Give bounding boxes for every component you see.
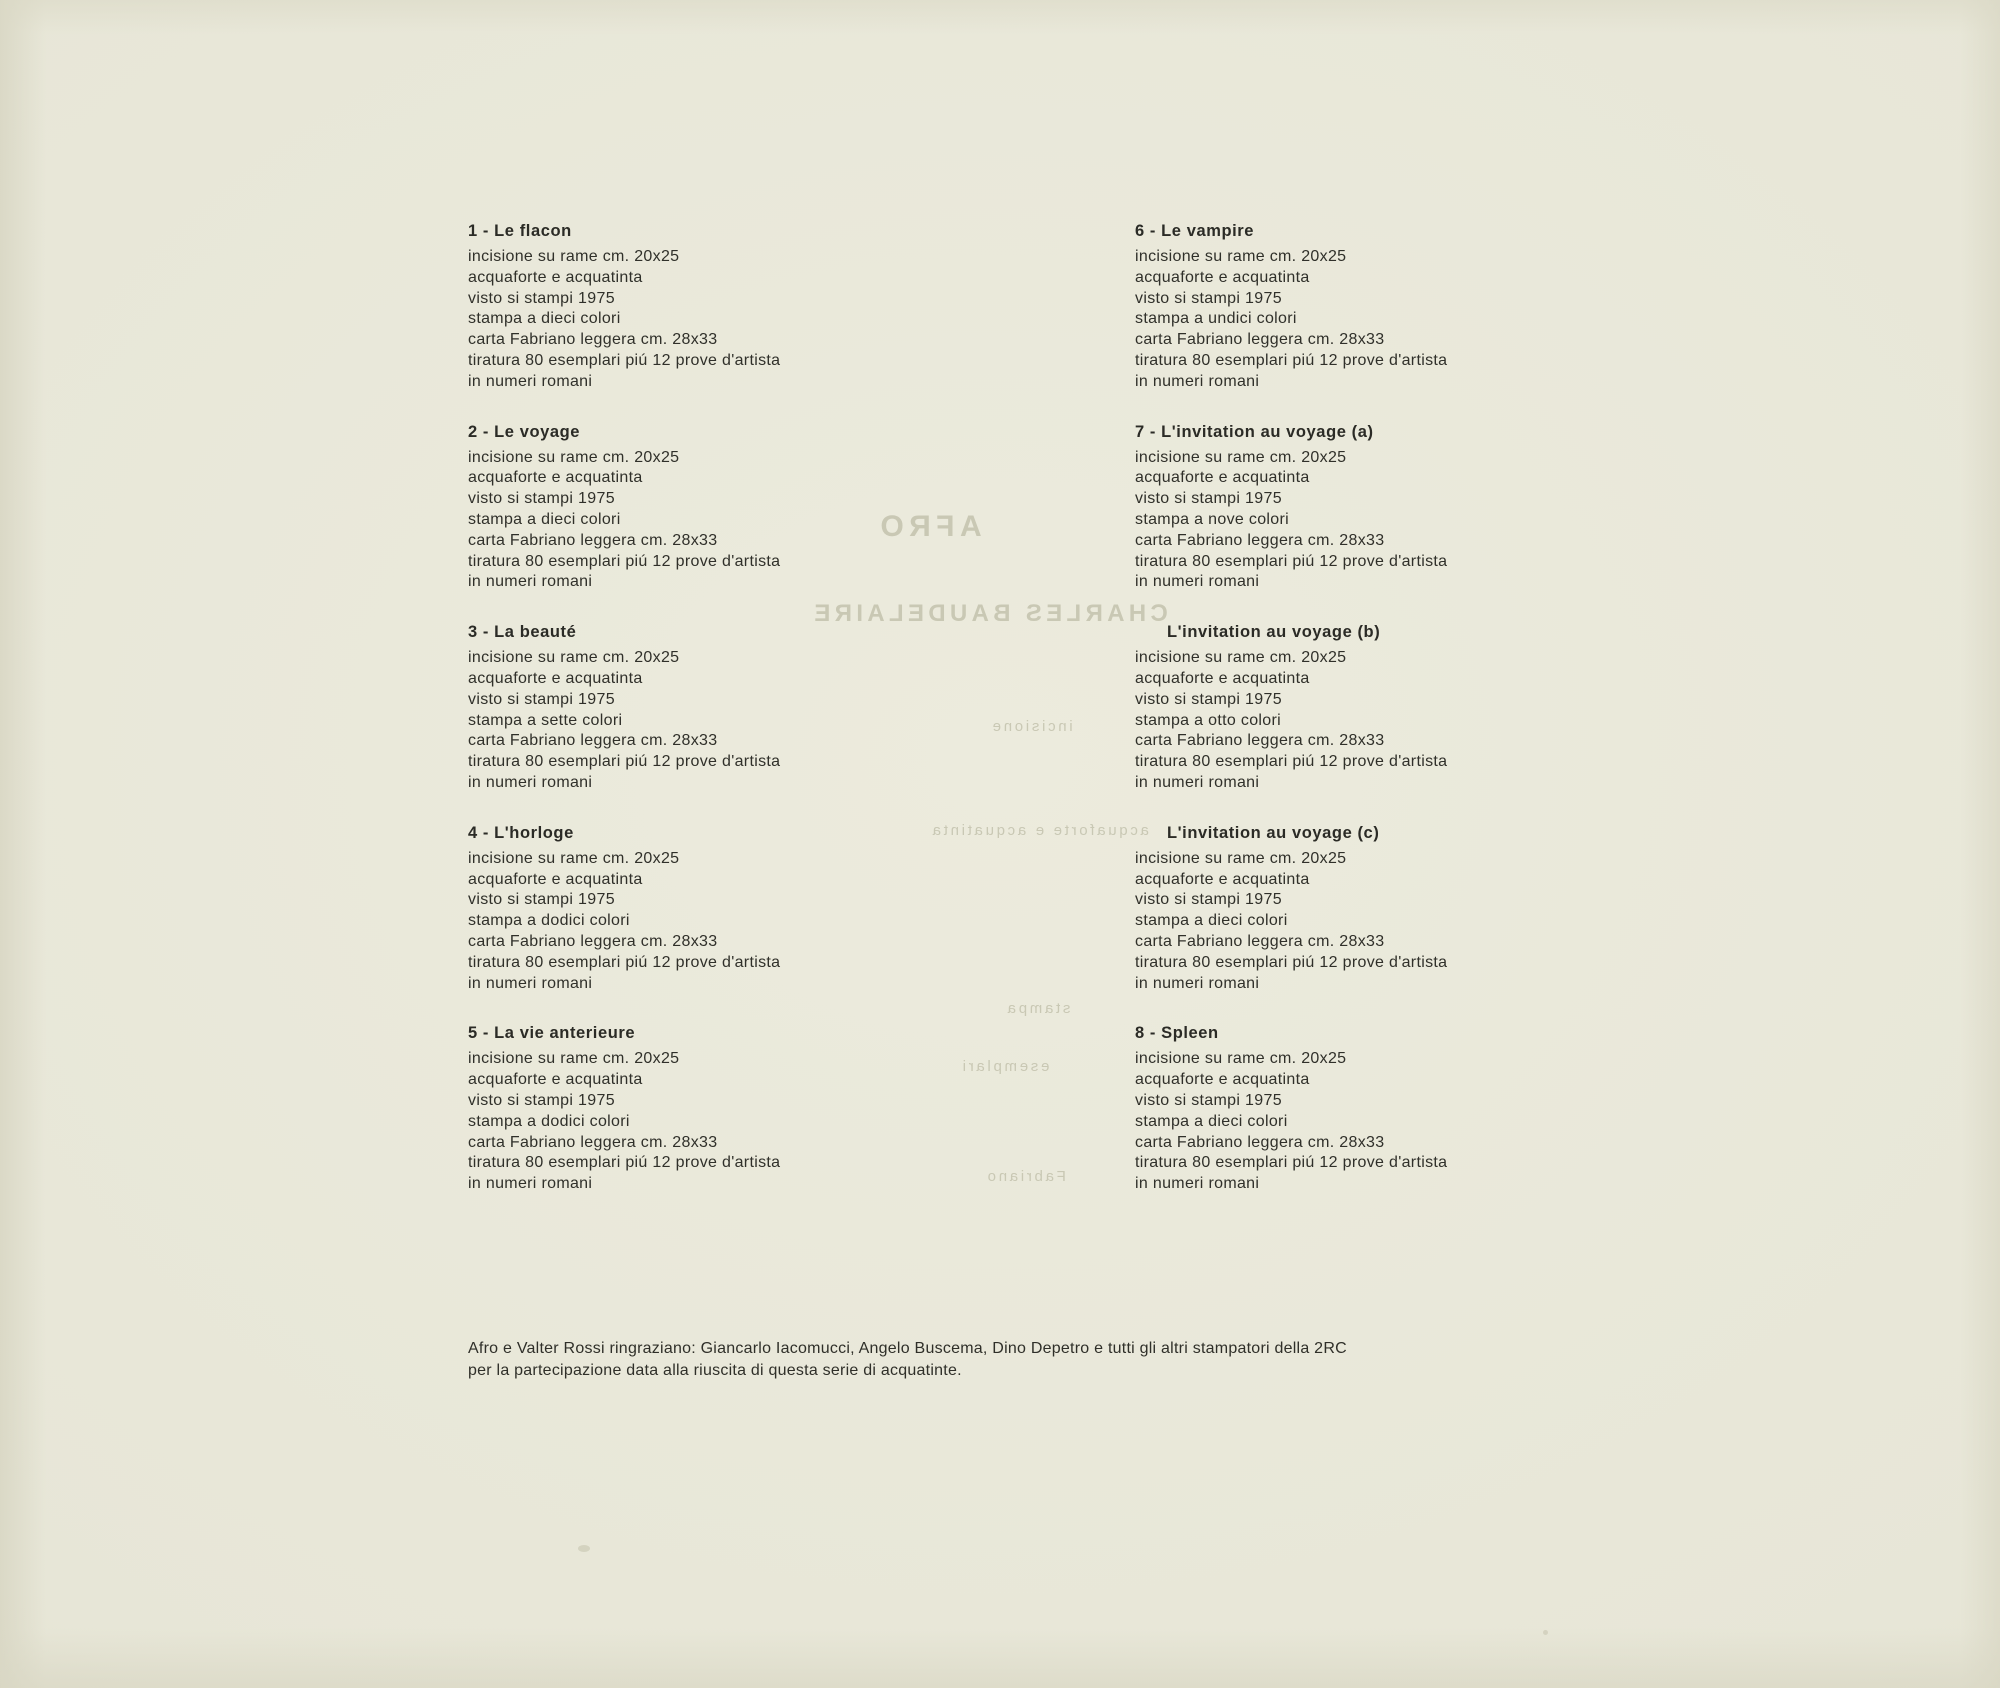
catalogue-entry-line: carta Fabriano leggera cm. 28x33 xyxy=(1135,932,1385,950)
catalogue-column-left xyxy=(468,222,888,1225)
catalogue-entry-line: tiratura 80 esemplari piú 12 prove d'artista xyxy=(1135,1154,1448,1172)
catalogue-entry-line: incisione su rame cm. 20x25 xyxy=(468,448,680,466)
catalogue-entry xyxy=(468,623,888,794)
catalogue-entry xyxy=(1135,1024,1555,1195)
catalogue-entry-line: incisione su rame cm. 20x25 xyxy=(468,1050,680,1068)
catalogue-entry-line: tiratura 80 esemplari piú 12 prove d'artista xyxy=(468,552,781,570)
catalogue-entry-line: acquaforte e acquatinta xyxy=(468,469,643,487)
catalogue-entry-line: in numeri romani xyxy=(468,573,593,591)
ghost-line-2: acquaforte e acquatinta xyxy=(930,822,1149,839)
catalogue-entry xyxy=(468,824,888,995)
catalogue-entry-line: stampa a dieci colori xyxy=(468,510,621,528)
catalogue-entry-title: 8 - Spleen xyxy=(1135,1024,1219,1043)
catalogue-entry-line: carta Fabriano leggera cm. 28x33 xyxy=(1135,531,1385,549)
catalogue-entry-line: visto si stampi 1975 xyxy=(468,490,615,508)
catalogue-entry-line: tiratura 80 esemplari piú 12 prove d'artista xyxy=(1135,351,1448,369)
catalogue-entry-line: incisione su rame cm. 20x25 xyxy=(1135,1050,1347,1068)
catalogue-entry-line: acquaforte e acquatinta xyxy=(468,870,643,888)
catalogue-entry-title: 4 - L'horloge xyxy=(468,823,574,842)
catalogue-entry-line: tiratura 80 esemplari piú 12 prove d'artista xyxy=(1135,552,1448,570)
catalogue-entry-line: in numeri romani xyxy=(1135,773,1260,791)
catalogue-entry-line: acquaforte e acquatinta xyxy=(1135,669,1310,687)
catalogue-entry-line: stampa a dieci colori xyxy=(1135,1112,1288,1130)
catalogue-entry-title: 6 - Le vampire xyxy=(1135,222,1255,240)
catalogue-entry xyxy=(468,222,888,393)
catalogue-entry-line: visto si stampi 1975 xyxy=(1135,891,1282,909)
ghost-line-4: Fabriano xyxy=(985,1168,1066,1185)
catalogue-entry-line: carta Fabriano leggera cm. 28x33 xyxy=(1135,1133,1385,1151)
catalogue-entry-line: stampa a nove colori xyxy=(1135,510,1290,528)
ghost-title-showthrough: AFRO xyxy=(875,510,982,543)
catalogue-entry-line: acquaforte e acquatinta xyxy=(1135,1071,1310,1089)
catalogue-entry-line: visto si stampi 1975 xyxy=(468,690,615,708)
catalogue-entry-title: 1 - Le flacon xyxy=(468,222,572,240)
catalogue-entry-line: incisione su rame cm. 20x25 xyxy=(1135,849,1347,867)
catalogue-entry-line: visto si stampi 1975 xyxy=(1135,289,1282,307)
catalogue-entry-line: stampa a dieci colori xyxy=(468,310,621,328)
catalogue-entry-line: stampa a dodici colori xyxy=(468,912,630,930)
catalogue-entry-line: tiratura 80 esemplari piú 12 prove d'artista xyxy=(468,753,781,771)
catalogue-entry-line: carta Fabriano leggera cm. 28x33 xyxy=(468,531,718,549)
ghost-line-3: stampa xyxy=(1005,1000,1071,1017)
catalogue-entry-line: incisione su rame cm. 20x25 xyxy=(1135,649,1347,667)
catalogue-entry-title: 2 - Le voyage xyxy=(468,422,581,441)
catalogue-entry-title: 5 - La vie anterieure xyxy=(468,1024,636,1043)
catalogue-entry-line: acquaforte e acquatinta xyxy=(468,268,643,286)
catalogue-entry-line: in numeri romani xyxy=(1135,1175,1260,1193)
catalogue-entry-line: stampa a undici colori xyxy=(1135,310,1297,328)
catalogue-entry-line: in numeri romani xyxy=(1135,372,1260,390)
catalogue-entry-line: tiratura 80 esemplari piú 12 prove d'artista xyxy=(1135,753,1448,771)
catalogue-entry-line: incisione su rame cm. 20x25 xyxy=(468,649,680,667)
catalogue-entry-line: incisione su rame cm. 20x25 xyxy=(468,248,680,265)
catalogue-entry-line: visto si stampi 1975 xyxy=(468,289,615,307)
catalogue-entry-line: incisione su rame cm. 20x25 xyxy=(1135,448,1347,466)
catalogue-entry-line: carta Fabriano leggera cm. 28x33 xyxy=(468,331,718,349)
catalogue-entry-line: carta Fabriano leggera cm. 28x33 xyxy=(468,1133,718,1151)
catalogue-entry-line: acquaforte e acquatinta xyxy=(1135,870,1310,888)
catalogue-entry-line: tiratura 80 esemplari piú 12 prove d'artista xyxy=(468,1154,781,1172)
ghost-line-1: incisione xyxy=(990,718,1073,735)
catalogue-entry-line: in numeri romani xyxy=(468,1175,593,1193)
catalogue-entry-line: carta Fabriano leggera cm. 28x33 xyxy=(1135,331,1385,349)
catalogue-entry-line: incisione su rame cm. 20x25 xyxy=(468,849,680,867)
catalogue-entry-line: stampa a otto colori xyxy=(1135,711,1282,729)
catalogue-column-right xyxy=(1135,222,1555,1225)
catalogue-entry-line: stampa a dodici colori xyxy=(468,1112,630,1130)
catalogue-entry-line: in numeri romani xyxy=(468,773,593,791)
catalogue-entry xyxy=(1135,824,1555,995)
catalogue-entry-title: 3 - La beauté xyxy=(468,623,577,642)
catalogue-entry-line: tiratura 80 esemplari piú 12 prove d'artista xyxy=(1135,953,1448,971)
catalogue-entry-line: stampa a dieci colori xyxy=(1135,912,1288,930)
colophon-line: Afro e Valter Rossi ringraziano: Giancarlo Iacomucci, Angelo Buscema, Dino Depetro e tutti gli altri stampatori della 2RC xyxy=(468,1340,1347,1357)
scan-speck xyxy=(1543,1630,1548,1635)
catalogue-entry-line: incisione su rame cm. 20x25 xyxy=(1135,248,1347,265)
ghost-subtitle-showthrough: CHARLES BAUDELAIRE xyxy=(810,600,1168,627)
catalogue-entry-line: carta Fabriano leggera cm. 28x33 xyxy=(1135,732,1385,750)
catalogue-entry-line: in numeri romani xyxy=(1135,573,1260,591)
catalogue-entry-line: tiratura 80 esemplari piú 12 prove d'artista xyxy=(468,953,781,971)
catalogue-entry xyxy=(468,1024,888,1195)
catalogue-entry-line: visto si stampi 1975 xyxy=(1135,690,1282,708)
catalogue-entry-line: acquaforte e acquatinta xyxy=(1135,268,1310,286)
catalogue-entry-line: carta Fabriano leggera cm. 28x33 xyxy=(468,932,718,950)
catalogue-entry-line: in numeri romani xyxy=(1135,974,1260,992)
catalogue-entry-line: stampa a sette colori xyxy=(468,711,623,729)
catalogue-entry-line: in numeri romani xyxy=(468,974,593,992)
catalogue-entry xyxy=(1135,222,1555,393)
catalogue-entry xyxy=(1135,423,1555,594)
catalogue-entry-line: acquaforte e acquatinta xyxy=(468,669,643,687)
catalogue-entry xyxy=(468,423,888,594)
catalogue-entry-line: visto si stampi 1975 xyxy=(468,1091,615,1109)
catalogue-entry-line: visto si stampi 1975 xyxy=(468,891,615,909)
catalogue-entry-line: tiratura 80 esemplari piú 12 prove d'artista xyxy=(468,351,781,369)
scan-speck xyxy=(578,1545,590,1552)
catalogue-entry-title: L'invitation au voyage (b) xyxy=(1167,623,1381,642)
catalogue-entry-line: carta Fabriano leggera cm. 28x33 xyxy=(468,732,718,750)
catalogue-entry-line: acquaforte e acquatinta xyxy=(468,1071,643,1089)
catalogue-entry-title: L'invitation au voyage (c) xyxy=(1167,823,1380,842)
colophon-line: per la partecipazione data alla riuscita di questa serie di acquatinte. xyxy=(468,1361,962,1379)
catalogue-entry-title: 7 - L'invitation au voyage (a) xyxy=(1135,422,1374,441)
catalogue-entry-line: in numeri romani xyxy=(468,372,593,390)
catalogue-entry-line: visto si stampi 1975 xyxy=(1135,1091,1282,1109)
catalogue-entry-line: visto si stampi 1975 xyxy=(1135,490,1282,508)
colophon xyxy=(468,1338,1568,1381)
catalogue-entry xyxy=(1135,623,1555,794)
catalogue-entry-line: acquaforte e acquatinta xyxy=(1135,469,1310,487)
ghost-line-5: esemplari xyxy=(960,1058,1050,1075)
